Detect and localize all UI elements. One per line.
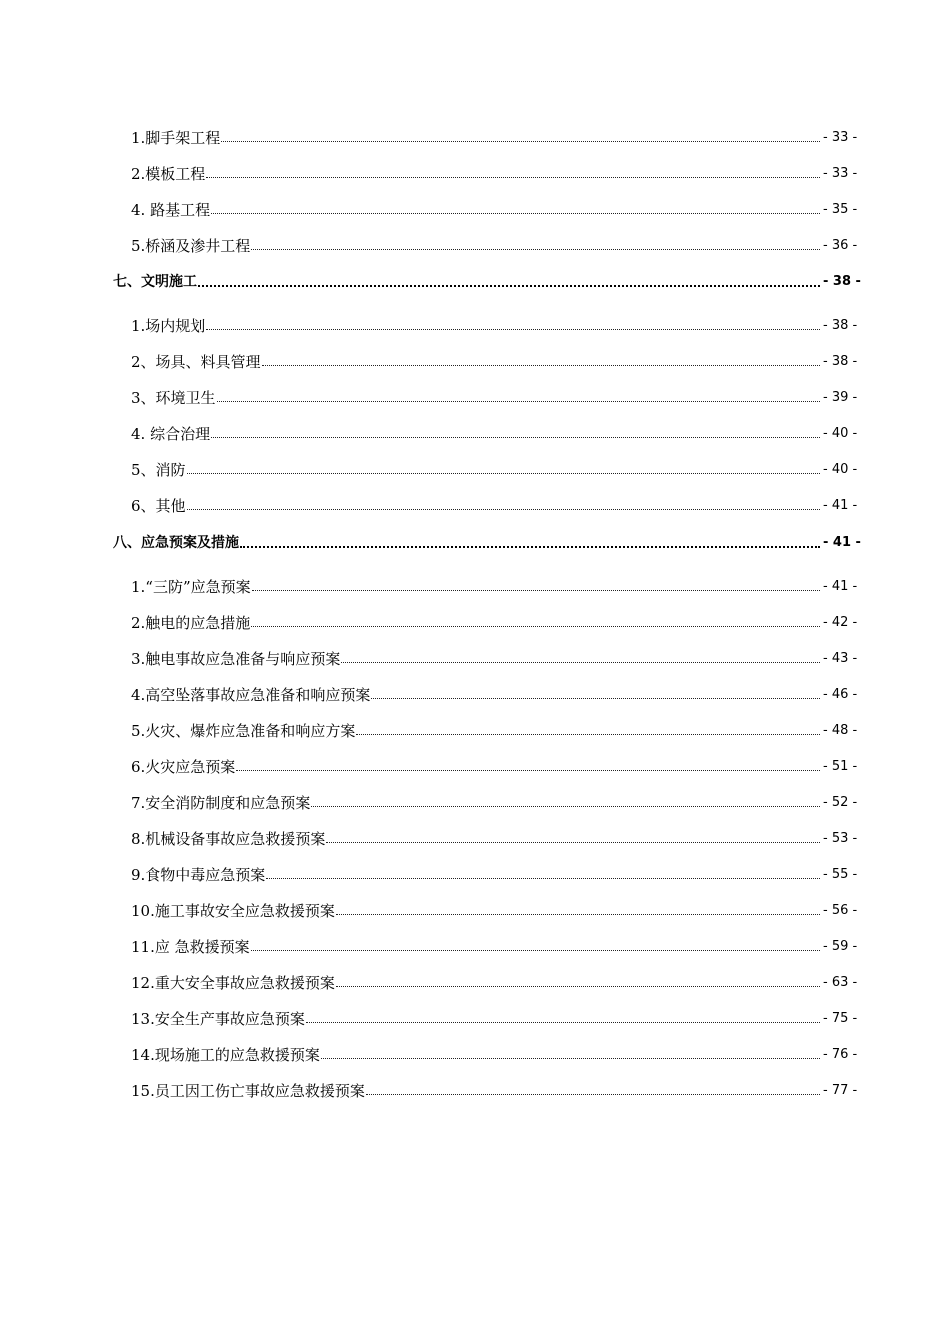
toc-item-title: 3、环境卫生	[131, 389, 216, 407]
toc-item-title: 6、其他	[131, 497, 186, 515]
toc-item-title: 15.员工因工伤亡事故应急救援预案	[131, 1082, 365, 1100]
toc-dot-leader	[251, 249, 820, 250]
toc-item-title: 4. 综合治理	[131, 425, 211, 443]
toc-item-title: 5.火灾、爆炸应急准备和响应方案	[131, 722, 356, 740]
toc-page-number: - 51 -	[823, 759, 858, 774]
toc-page-number: - 38 -	[823, 354, 858, 369]
toc-section-heading[interactable]	[0, 270, 950, 294]
toc-dot-leader	[217, 401, 820, 402]
toc-dot-leader	[306, 1022, 820, 1023]
toc-item-title: 八、应急预案及措施	[113, 535, 239, 551]
toc-item[interactable]	[0, 791, 950, 815]
toc-item-title: 4.高空坠落事故应急准备和响应预案	[131, 686, 371, 704]
toc-item[interactable]	[0, 234, 950, 258]
toc-item-title: 5.桥涵及渗井工程	[131, 237, 251, 255]
toc-page-number: - 39 -	[823, 390, 858, 405]
toc-item-title: 1.“三防”应急预案	[131, 578, 251, 596]
toc-item[interactable]	[0, 575, 950, 599]
toc-page-number: - 41 -	[823, 535, 861, 550]
toc-dot-leader	[187, 473, 820, 474]
toc-item[interactable]	[0, 350, 950, 374]
toc-page-number: - 53 -	[823, 831, 858, 846]
toc-dot-leader	[371, 698, 820, 699]
toc-item[interactable]	[0, 494, 950, 518]
toc-item-title: 4. 路基工程	[131, 201, 211, 219]
toc-page-number: - 33 -	[823, 166, 858, 181]
toc-item[interactable]	[0, 827, 950, 851]
toc-page-number: - 35 -	[823, 202, 858, 217]
toc-dot-leader	[251, 950, 820, 951]
toc-dot-leader	[251, 626, 820, 627]
toc-dot-leader	[187, 509, 820, 510]
toc-item[interactable]	[0, 899, 950, 923]
toc-dot-leader	[211, 213, 820, 214]
toc-dot-leader	[221, 141, 820, 142]
toc-page-number: - 36 -	[823, 238, 858, 253]
toc-item[interactable]	[0, 863, 950, 887]
toc-dot-leader	[311, 806, 820, 807]
toc-dot-leader	[341, 662, 820, 663]
toc-item[interactable]	[0, 1007, 950, 1031]
toc-dot-leader	[206, 177, 820, 178]
toc-item-title: 8.机械设备事故应急救援预案	[131, 830, 326, 848]
toc-item-title: 9.食物中毒应急预案	[131, 866, 266, 884]
toc-page-number: - 40 -	[823, 426, 858, 441]
toc-dot-leader	[252, 590, 820, 591]
toc-item[interactable]	[0, 386, 950, 410]
toc-page-number: - 42 -	[823, 615, 858, 630]
toc-item-title: 7.安全消防制度和应急预案	[131, 794, 311, 812]
toc-dot-leader	[266, 878, 820, 879]
toc-dot-leader	[356, 734, 820, 735]
toc-item-title: 3.触电事故应急准备与响应预案	[131, 650, 341, 668]
toc-item-title: 1.脚手架工程	[131, 129, 221, 147]
toc-dot-leader	[326, 842, 820, 843]
toc-item[interactable]	[0, 719, 950, 743]
toc-dot-leader	[336, 914, 820, 915]
toc-page-number: - 41 -	[823, 579, 858, 594]
toc-item-title: 2.模板工程	[131, 165, 206, 183]
toc-page-number: - 46 -	[823, 687, 858, 702]
toc-item[interactable]	[0, 314, 950, 338]
toc-dot-leader	[262, 365, 820, 366]
toc-dot-leader	[336, 986, 820, 987]
toc-page-number: - 56 -	[823, 903, 858, 918]
toc-page-number: - 76 -	[823, 1047, 858, 1062]
toc-item[interactable]	[0, 647, 950, 671]
toc-item[interactable]	[0, 611, 950, 635]
toc-page-number: - 33 -	[823, 130, 858, 145]
toc-item[interactable]	[0, 971, 950, 995]
toc-item-title: 6.火灾应急预案	[131, 758, 236, 776]
toc-page-number: - 75 -	[823, 1011, 858, 1026]
toc-page-number: - 38 -	[823, 274, 861, 289]
toc-item-title: 12.重大安全事故应急救援预案	[131, 974, 335, 992]
toc-dot-leader	[321, 1058, 820, 1059]
toc-page-number: - 41 -	[823, 498, 858, 513]
toc-page-number: - 52 -	[823, 795, 858, 810]
toc-dot-leader	[206, 329, 820, 330]
toc-page-number: - 40 -	[823, 462, 858, 477]
toc-page-number: - 77 -	[823, 1083, 858, 1098]
toc-item-title: 13.安全生产事故应急预案	[131, 1010, 305, 1028]
toc-item[interactable]	[0, 683, 950, 707]
toc-item[interactable]	[0, 198, 950, 222]
toc-item-title: 七、文明施工	[113, 274, 197, 290]
toc-page-number: - 55 -	[823, 867, 858, 882]
toc-dot-leader	[240, 546, 820, 548]
toc-item-title: 5、消防	[131, 461, 186, 479]
toc-item-title: 11.应 急救援预案	[131, 938, 250, 956]
toc-item-title: 10.施工事故安全应急救援预案	[131, 902, 335, 920]
toc-item-title: 14.现场施工的应急救援预案	[131, 1046, 320, 1064]
toc-item-title: 1.场内规划	[131, 317, 206, 335]
toc-dot-leader	[236, 770, 820, 771]
toc-item[interactable]	[0, 935, 950, 959]
toc-dot-leader	[211, 437, 820, 438]
toc-page-number: - 48 -	[823, 723, 858, 738]
toc-item[interactable]	[0, 1079, 950, 1103]
toc-item[interactable]	[0, 162, 950, 186]
toc-page-number: - 63 -	[823, 975, 858, 990]
toc-item[interactable]	[0, 458, 950, 482]
toc-item[interactable]	[0, 126, 950, 150]
toc-section-heading[interactable]	[0, 531, 950, 555]
toc-item[interactable]	[0, 755, 950, 779]
toc-item[interactable]	[0, 422, 950, 446]
toc-dot-leader	[198, 285, 820, 287]
toc-page-number: - 59 -	[823, 939, 858, 954]
toc-page-number: - 38 -	[823, 318, 858, 333]
toc-item-title: 2、场具、料具管理	[131, 353, 261, 371]
toc-dot-leader	[366, 1094, 820, 1095]
toc-page-number: - 43 -	[823, 651, 858, 666]
toc-item-title: 2.触电的应急措施	[131, 614, 251, 632]
toc-item[interactable]	[0, 1043, 950, 1067]
